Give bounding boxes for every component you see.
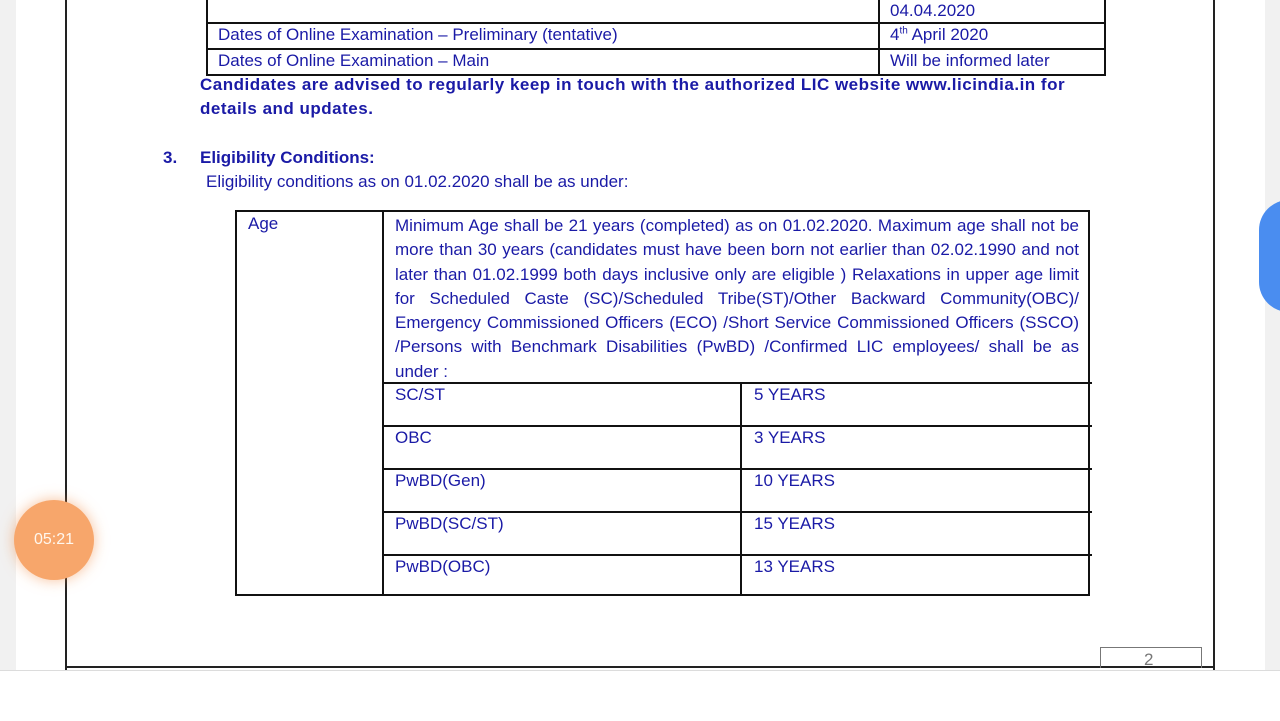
advisory-line-1: Candidates are advised to regularly keep in touch with the authorized LIC website www.licindia.in for	[200, 75, 1066, 94]
table-row	[208, 0, 1104, 22]
page-number: 2	[1144, 650, 1154, 669]
table-row	[383, 425, 1092, 470]
years-cell: 3 YEARS	[754, 428, 826, 447]
date-value: Will be informed later	[890, 51, 1050, 70]
section-title: Eligibility Conditions:	[200, 148, 375, 167]
eligibility-table	[235, 210, 1090, 596]
advisory-line-2: details and updates.	[200, 99, 374, 118]
table-row	[208, 48, 1104, 74]
category-cell: PwBD(SC/ST)	[395, 514, 504, 533]
exam-dates-table	[206, 0, 1106, 76]
category-cell: OBC	[395, 428, 432, 447]
table-row	[383, 554, 1092, 596]
age-criteria-text: Minimum Age shall be 21 years (completed) as on 01.02.2020. Maximum age shall not be more than 30 years (candidates must have been born not earlier than 02.02.1990 and not later than 01.02.1999 both days inclusive only are eligible ) Relaxations in upper age limit for Scheduled Caste (SC)/Scheduled Tribe(ST)/Other Backward Community(OBC)/ Emergency Commissioned Officers (ECO) /Short Service Commissioned Officers (SSCO) /Persons with Benchmark Disabilities (PwBD) /Confirmed LIC employees/ shall be as under :	[395, 216, 1079, 381]
floating-timer-button[interactable]	[14, 500, 94, 580]
date-label: Dates of Online Examination – Main	[218, 51, 490, 70]
date-value: 4th April 2020	[890, 25, 989, 44]
section-intro: Eligibility conditions as on 01.02.2020 shall be as under:	[206, 172, 629, 191]
table-row	[383, 382, 1092, 427]
page-border-right	[1213, 0, 1215, 670]
table-row	[208, 22, 1104, 48]
document-page	[16, 0, 1265, 670]
section-number: 3.	[163, 148, 178, 167]
date-label: Dates of Online Examination – Preliminary (tentative)	[218, 25, 618, 44]
years-cell: 10 YEARS	[754, 471, 835, 490]
age-label: Age	[248, 214, 279, 233]
viewer-bottom-area	[0, 670, 1280, 721]
table-row	[383, 468, 1092, 513]
edge-panel-handle[interactable]	[1259, 200, 1280, 312]
years-cell: 15 YEARS	[754, 514, 835, 533]
category-cell: SC/ST	[395, 385, 446, 404]
category-cell: PwBD(Gen)	[395, 471, 486, 490]
category-cell: PwBD(OBC)	[395, 557, 491, 576]
timer-text: 05:21	[33, 531, 75, 548]
table-row	[383, 511, 1092, 556]
years-cell: 13 YEARS	[754, 557, 835, 576]
years-cell: 5 YEARS	[754, 385, 826, 404]
viewer-left-margin	[0, 0, 16, 720]
date-value: 04.04.2020	[890, 1, 976, 20]
viewer-right-margin	[1265, 0, 1280, 720]
page-border-bottom	[65, 666, 1215, 668]
